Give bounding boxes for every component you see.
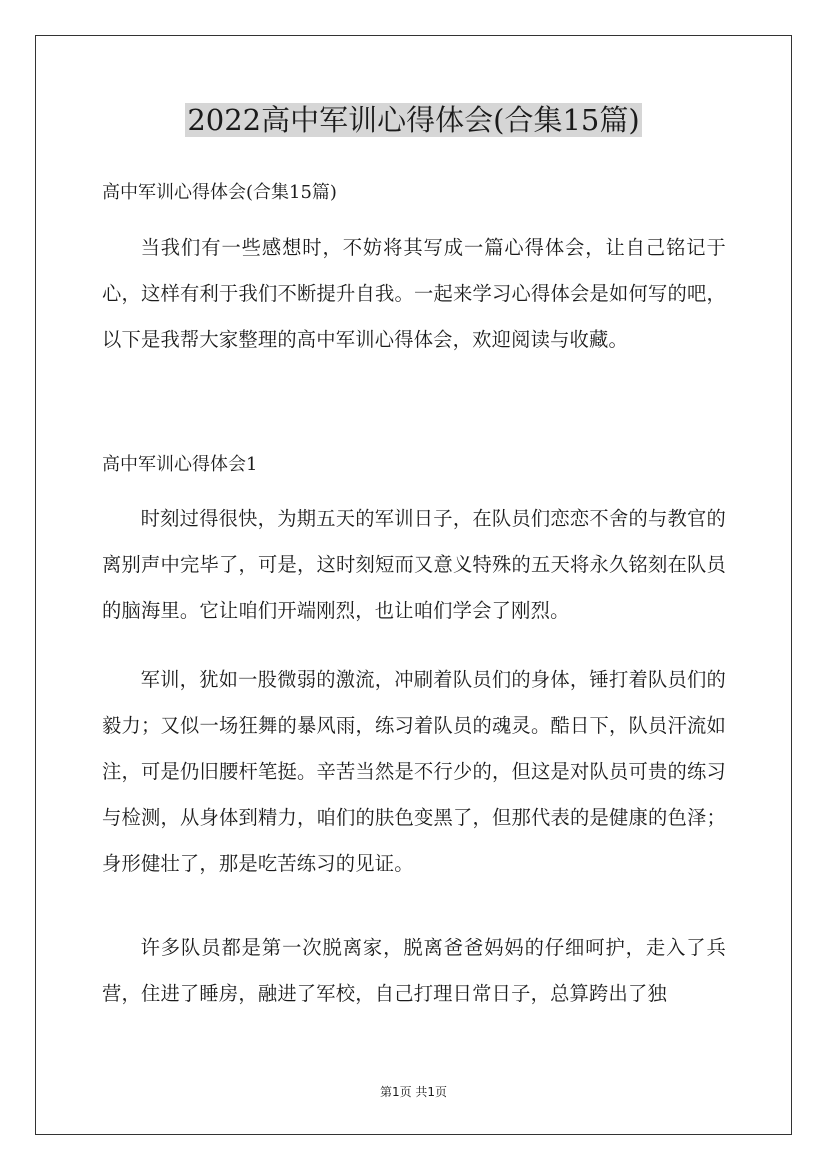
body-paragraph-3: 许多队员都是第一次脱离家，脱离爸爸妈妈的仔细呵护，走入了兵营，住进了睡房，融进了军校，自己打理日常日子，总算跨出了独 — [102, 936, 726, 1005]
section-heading: 高中军训心得体会1 — [102, 454, 258, 475]
page-number-footer: 第1页 共1页 — [379, 1085, 448, 1099]
document-title-text: 2022高中军训心得体会(合集15篇) — [187, 103, 640, 137]
document-subtitle: 高中军训心得体会(合集15篇) — [102, 182, 337, 203]
document-title — [0, 100, 827, 140]
body-paragraph-1: 时刻过得很快，为期五天的军训日子，在队员们恋恋不舍的与教官的离别声中完毕了，可是，这时刻短而又意义特殊的五天将永久铭刻在队员的脑海里。它让咱们开端刚烈，也让咱们学会了刚烈。 — [102, 507, 726, 622]
body-paragraph-2: 军训，犹如一股微弱的激流，冲刷着队员们的身体，锤打着队员们的毅力；又似一场狂舞的暴风雨，练习着队员的魂灵。酷日下，队员汗流如注，可是仍旧腰杆笔挺。辛苦当然是不行少的，但这是对队员可贵的练习与检测，从身体到精力，咱们的肤色变黑了，但那代表的是健康的色泽；身形健壮了，那是吃苦练习的见证。 — [102, 668, 726, 875]
intro-paragraph: 当我们有一些感想时，不妨将其写成一篇心得体会，让自己铭记于心，这样有利于我们不断提升自我。一起来学习心得体会是如何写的吧，以下是我帮大家整理的高中军训心得体会，欢迎阅读与收藏。 — [102, 236, 726, 351]
